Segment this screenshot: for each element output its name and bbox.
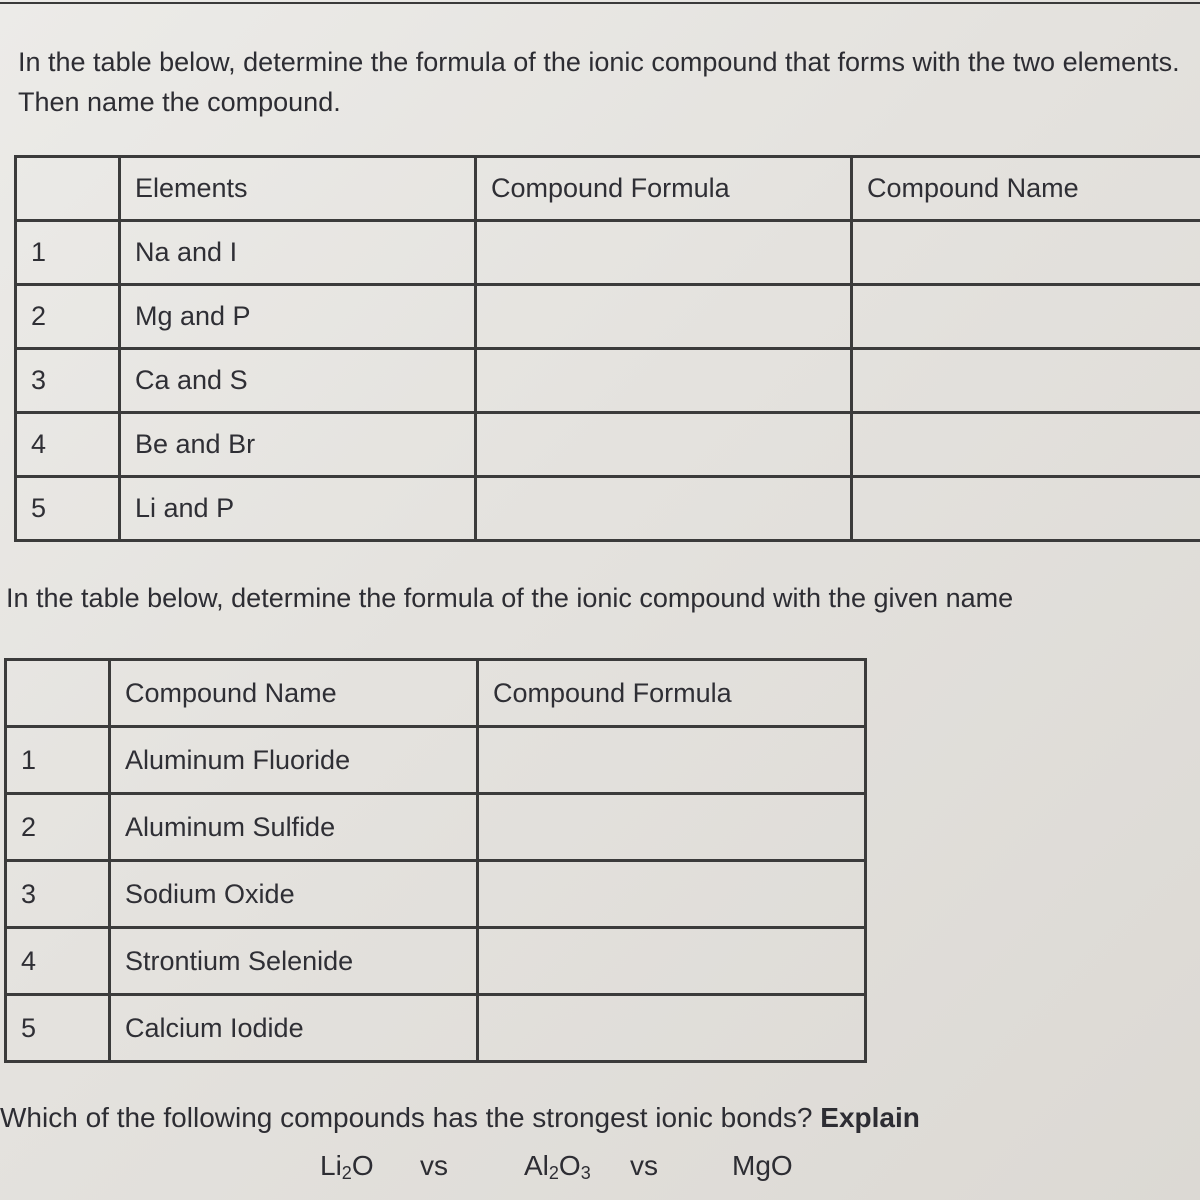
name-to-formula-table	[4, 658, 867, 1063]
header-cell-compound-name: Compound Name	[852, 157, 1200, 221]
name-answer-cell[interactable]	[852, 285, 1200, 349]
top-border-line	[0, 2, 1200, 4]
table-row	[16, 349, 1200, 413]
table-header-row	[16, 157, 1200, 221]
table-row	[6, 928, 866, 995]
formula-answer-cell[interactable]	[478, 727, 866, 794]
table-row	[6, 995, 866, 1062]
header-cell-compound-formula: Compound Formula	[478, 660, 866, 727]
name-answer-cell[interactable]	[852, 477, 1200, 541]
header-cell-blank	[6, 660, 110, 727]
vs-separator: vs	[630, 1150, 658, 1181]
elements-to-compound-table	[14, 155, 1200, 542]
header-cell-compound-formula: Compound Formula	[476, 157, 852, 221]
row-number: 2	[16, 285, 120, 349]
row-number: 3	[16, 349, 120, 413]
table-row	[6, 727, 866, 794]
question-text: Which of the following compounds has the strongest ionic bonds?	[0, 1102, 813, 1133]
row-number: 3	[6, 861, 110, 928]
table-row	[16, 477, 1200, 541]
elements-cell: Ca and S	[120, 349, 476, 413]
table-row	[16, 413, 1200, 477]
row-number: 5	[6, 995, 110, 1062]
formula-answer-cell[interactable]	[478, 995, 866, 1062]
header-cell-compound-name: Compound Name	[110, 660, 478, 727]
row-number: 2	[6, 794, 110, 861]
formula-answer-cell[interactable]	[476, 221, 852, 285]
instructions-part1: In the table below, determine the formula of the ionic compound that forms with the two elements. Then name the compound.	[18, 47, 1180, 117]
choice-al2o3: $Al_2O_3$	[524, 1150, 591, 1183]
question-emphasis: Explain	[820, 1102, 920, 1133]
compound-name-cell: Aluminum Fluoride	[110, 727, 478, 794]
compound-name-cell: Sodium Oxide	[110, 861, 478, 928]
compound-name-cell: Calcium Iodide	[110, 995, 478, 1062]
formula-answer-cell[interactable]	[476, 349, 852, 413]
row-number: 5	[16, 477, 120, 541]
name-answer-cell[interactable]	[852, 221, 1200, 285]
row-number: 1	[6, 727, 110, 794]
elements-cell: Na and I	[120, 221, 476, 285]
vs-separator: vs	[420, 1150, 448, 1181]
table-row	[16, 285, 1200, 349]
compound-name-cell: Strontium Selenide	[110, 928, 478, 995]
bond-strength-question	[0, 1102, 1200, 1134]
formula-answer-cell[interactable]	[478, 861, 866, 928]
formula-answer-cell[interactable]	[478, 794, 866, 861]
header-cell-elements: Elements	[120, 157, 476, 221]
formula-answer-cell[interactable]	[476, 285, 852, 349]
row-number: 4	[6, 928, 110, 995]
row-number: 4	[16, 413, 120, 477]
row-number: 1	[16, 221, 120, 285]
table-row	[6, 861, 866, 928]
compound-name-cell: Aluminum Sulfide	[110, 794, 478, 861]
choice-mgo: MgO	[732, 1150, 793, 1181]
choice-li2o: $Li_2O$	[320, 1150, 374, 1183]
elements-cell: Li and P	[120, 477, 476, 541]
header-cell-blank	[16, 157, 120, 221]
elements-cell: Mg and P	[120, 285, 476, 349]
name-answer-cell[interactable]	[852, 349, 1200, 413]
instructions-part2: In the table below, determine the formula of the ionic compound with the given name	[6, 583, 1014, 613]
formula-answer-cell[interactable]	[478, 928, 866, 995]
elements-cell: Be and Br	[120, 413, 476, 477]
formula-answer-cell[interactable]	[476, 413, 852, 477]
table-row	[16, 221, 1200, 285]
table-header-row	[6, 660, 866, 727]
name-answer-cell[interactable]	[852, 413, 1200, 477]
formula-answer-cell[interactable]	[476, 477, 852, 541]
table-row	[6, 794, 866, 861]
